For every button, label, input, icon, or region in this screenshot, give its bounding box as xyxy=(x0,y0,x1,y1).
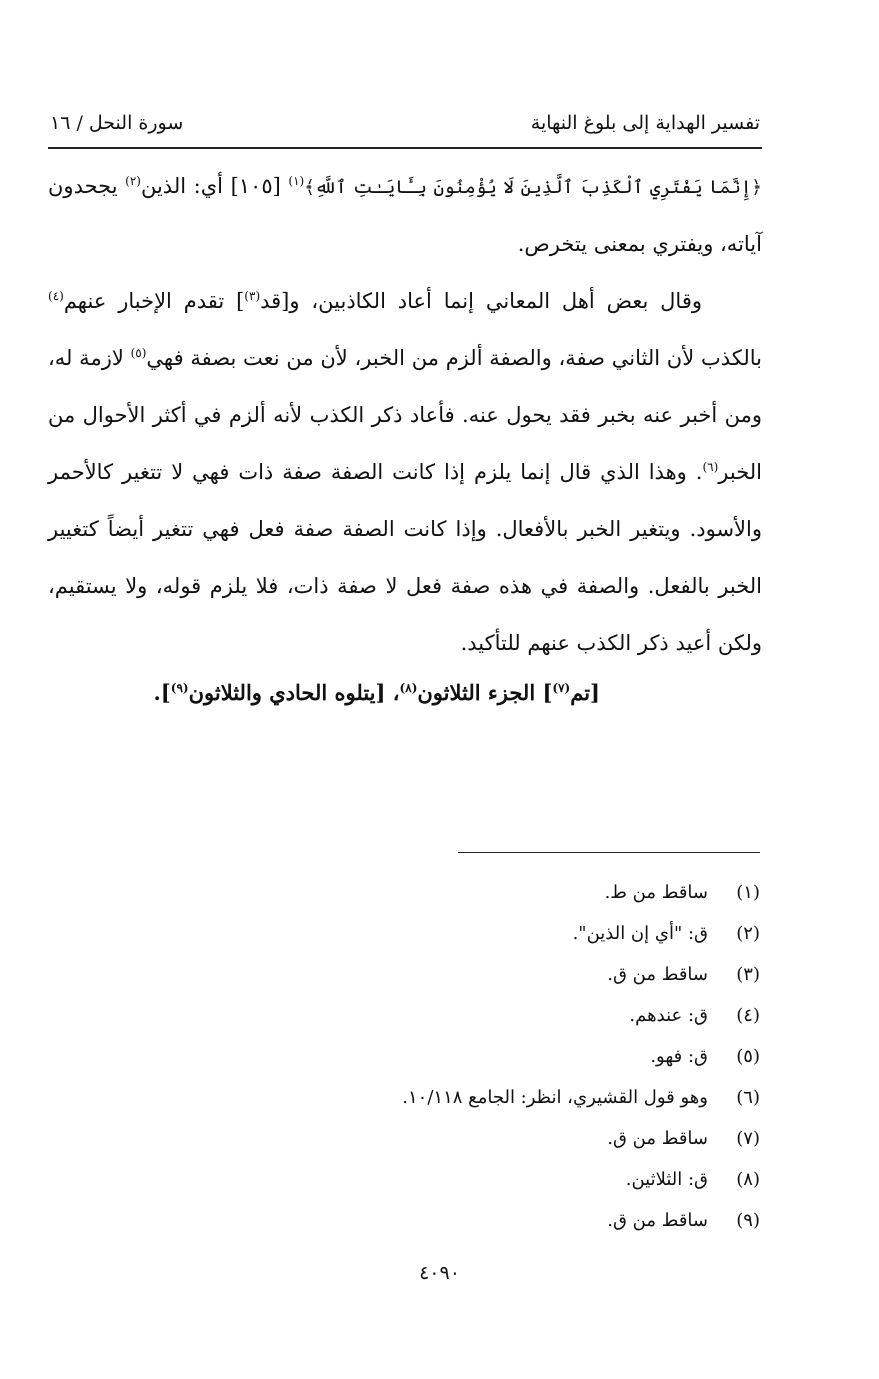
footnote xyxy=(200,1077,760,1118)
book-title: تفسير الهداية إلى بلوغ النهاية xyxy=(530,112,760,134)
text-run: لازمة له، ومن أخبر عنه بخبر فقد يحول عنه. فأعاد ذكر الكذب لأنه ألزم في أكثر الأحوال من الخبر xyxy=(48,346,762,484)
footnote-text: ساقط من ق. xyxy=(607,1210,708,1231)
text-run: ]. xyxy=(153,680,171,705)
footnote xyxy=(200,913,760,954)
paragraph-verse xyxy=(48,158,762,273)
footnote-text: ساقط من ق. xyxy=(607,964,708,985)
text-run: [١٠٥] أي: الذين xyxy=(140,174,281,198)
text-run: [تم xyxy=(570,680,600,705)
footnote-ref-6: (٦) xyxy=(702,460,719,474)
text-run: ، [يتلوه الحادي والثلاثون xyxy=(188,680,400,705)
footnote-ref-7: (٧) xyxy=(552,681,571,695)
page-number: ٤٠٩٠ xyxy=(419,1262,460,1284)
footnote-text: وهو قول القشيري، انظر: الجامع ١٠/١١٨. xyxy=(402,1087,708,1108)
footnote-text: ساقط من ق. xyxy=(607,1128,708,1149)
footnote-ref-9: (٩) xyxy=(170,681,189,695)
text-run: يجحدون آياته، ويفتري بمعنى يتخرص. xyxy=(48,174,762,256)
text-run: ] الجزء الثلاثون xyxy=(417,680,553,705)
footnote-text: ق: الثلاثين. xyxy=(625,1169,708,1190)
part-end-note xyxy=(140,680,600,705)
running-header xyxy=(50,112,760,142)
main-text xyxy=(48,158,762,672)
paragraph-commentary xyxy=(48,273,762,672)
footnote-text: ق: "أي إن الذين". xyxy=(572,923,708,944)
footnote-text: ق: فهو. xyxy=(650,1046,708,1067)
footnote xyxy=(200,1036,760,1077)
text-run: . وهذا الذي قال إنما يلزم إذا كانت الصفة صفة ذات فهي لا تتغير كالأحمر والأسود. ويتغير الخبر بالأفعال. وإذا كانت الصفة صفة فعل فهي تتغير أيضاً كتغيير الخبر بالفعل. والصفة في هذه صفة فعل لا صفة ذات، فلا يلزم قوله، ولا يستقيم، ولكن أعيد ذكر الكذب عنهم للتأكيد. xyxy=(48,460,762,655)
footnote-ref-1: (١) xyxy=(288,174,305,188)
footnote xyxy=(200,1159,760,1200)
footnote-ref-3: (٣) xyxy=(244,289,261,303)
footnote-number: (٢) xyxy=(736,923,760,944)
footnote xyxy=(200,954,760,995)
text-run: وقال بعض أهل المعاني إنما أعاد الكاذبين، و[قد xyxy=(260,289,702,313)
footnote-divider xyxy=(458,852,760,853)
footnote-number: (٧) xyxy=(736,1128,760,1149)
header-divider xyxy=(48,147,762,149)
footnote-ref-4: (٤) xyxy=(48,289,64,303)
text-run: بالكذب لأن الثاني صفة، والصفة ألزم من الخبر، لأن من نعت بصفة فهي xyxy=(146,346,762,370)
footnote-text: ساقط من ط. xyxy=(604,882,708,903)
footnote-number: (٦) xyxy=(736,1087,760,1108)
footnote-text: ق: عندهم. xyxy=(629,1005,708,1026)
footnote xyxy=(200,1200,760,1241)
footnote-number: (٨) xyxy=(736,1169,760,1190)
footnote-number: (٩) xyxy=(736,1210,760,1231)
text-run: ] تقدم الإخبار عنهم xyxy=(63,289,245,313)
sura-page-label: سورة النحل / ١٦ xyxy=(50,112,184,134)
footnote-ref-2: (٢) xyxy=(125,174,141,188)
footnote-number: (٣) xyxy=(736,964,760,985)
footnote-number: (٥) xyxy=(736,1046,760,1067)
quran-verse: ﴿إِنَّمَا يَفْتَرِي ٱلْكَذِبَ ٱلَّذِينَ لَا يُؤْمِنُونَ بِـَٔايَـٰتِ ٱللَّهِ﴾ xyxy=(304,177,762,198)
footnote-number: (٤) xyxy=(736,1005,760,1026)
footnote-ref-5: (٥) xyxy=(130,346,147,360)
footnote xyxy=(200,995,760,1036)
footnote-number: (١) xyxy=(736,882,760,903)
footnote-ref-8: (٨) xyxy=(399,681,418,695)
footnote xyxy=(200,1118,760,1159)
footnote xyxy=(200,872,760,913)
footnotes xyxy=(200,872,760,1241)
